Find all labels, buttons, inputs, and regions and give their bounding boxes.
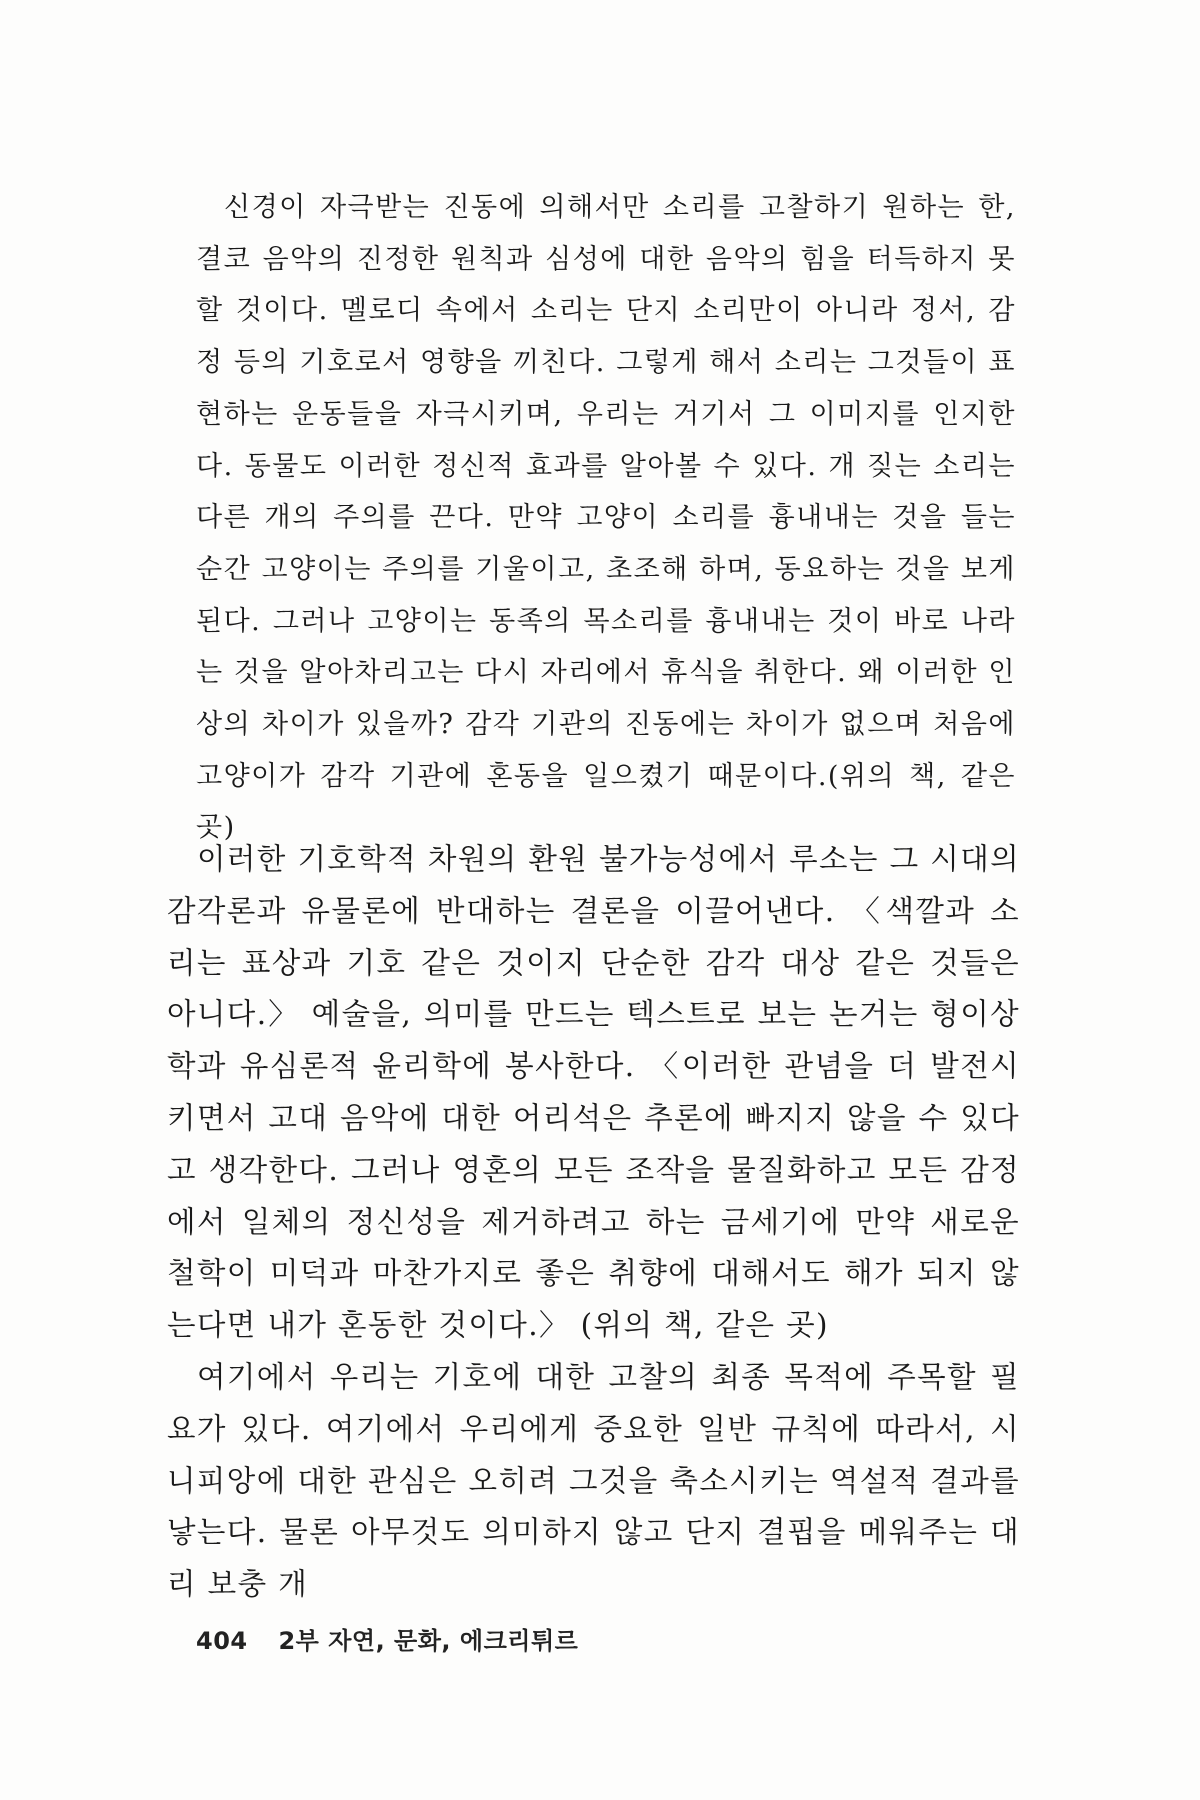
page-footer: [196, 1621, 578, 1656]
page-number: 404: [196, 1627, 248, 1655]
main-text: [167, 834, 1020, 1611]
block-quote: 신경이 자극받는 진동에 의해서만 소리를 고찰하기 원하는 한, 결코 음악의 진정한 원칙과 심성에 대한 음악의 힘을 터득하지 못할 것이다. 멜로디 속에서 소리는 단지 소리만이 아니라 정서, 감정 등의 기호로서 영향을 끼친다. 그렇게 해서 소리는 그것들이 표현하는 운동들을 자극시키며, 우리는 거기서 그 이미지를 인지한다. 동물도 이러한 정신적 효과를 알아볼 수 있다. 개 짖는 소리는 다른 개의 주의를 끈다. 만약 고양이 소리를 흉내내는 것을 들는 순간 고양이는 주의를 기울이고, 초조해 하며, 동요하는 것을 보게 된다. 그러나 고양이는 동족의 목소리를 흉내내는 것이 바로 나라는 것을 알아차리고는 다시 자리에서 휴식을 취한다. 왜 이러한 인상의 차이가 있을까? 감각 기관의 진동에는 차이가 없으며 처음에 고양이가 감각 기관에 혼동을 일으켰기 때문이다.(위의 책, 같은 곳): [196, 192, 1016, 844]
paragraph-2: 여기에서 우리는 기호에 대한 고찰의 최종 목적에 주목할 필요가 있다. 여기에서 우리에게 중요한 일반 규칙에 따라서, 시니피앙에 대한 관심은 오히려 그것을 축소시키는 역설적 결과를 낳는다. 물론 아무것도 의미하지 않고 단지 결핍을 메워주는 대리 보충 개: [167, 1359, 1020, 1602]
paragraph-1: 이러한 기호학적 차원의 환원 불가능성에서 루소는 그 시대의 감각론과 유물론에 반대하는 결론을 이끌어낸다. 〈색깔과 소리는 표상과 기호 같은 것이지 단순한 감각 대상 같은 것들은 아니다.〉 예술을, 의미를 만드는 텍스트로 보는 논거는 형이상학과 유심론적 윤리학에 봉사한다. 〈이러한 관념을 더 발전시키면서 고대 음악에 대한 어리석은 추론에 빠지지 않을 수 있다고 생각한다. 그러나 영혼의 모든 조작을 물질화하고 모든 감정에서 일체의 정신성을 제거하려고 하는 금세기에 만약 새로운 철학이 미덕과 마찬가지로 좋은 취향에 대해서도 해가 되지 않는다면 내가 혼동한 것이다.〉 (위의 책, 같은 곳): [167, 842, 1020, 1343]
running-title: 2부 자연, 문화, 에크리튀르: [278, 1627, 579, 1655]
